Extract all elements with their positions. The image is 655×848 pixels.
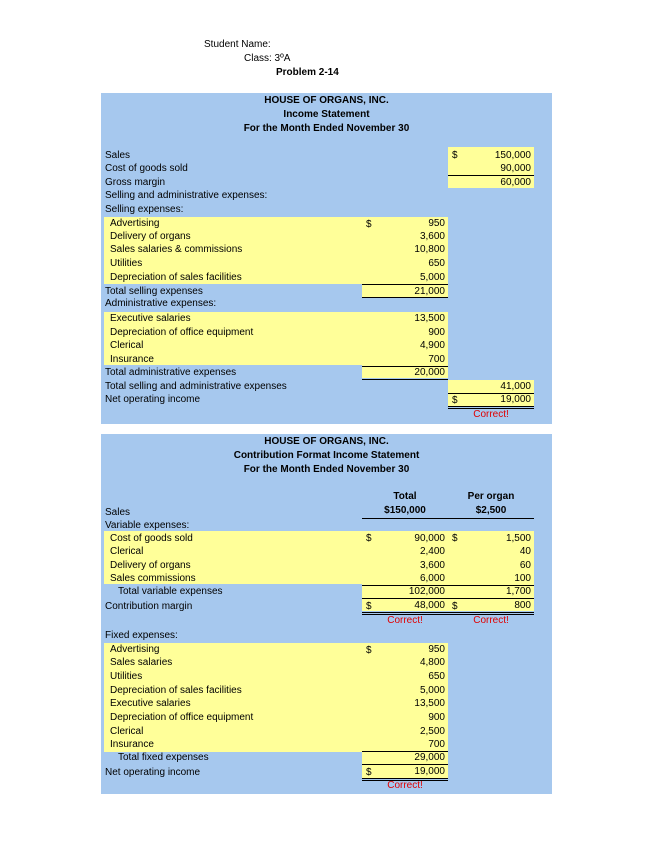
cs-per-correct-indicator: Correct! <box>473 615 509 626</box>
cs-cm-total: 48,000 <box>414 600 445 611</box>
cs-fixed-item-value: 13,500 <box>414 698 445 709</box>
cs-sales-label: Sales <box>105 507 131 518</box>
cs-company: HOUSE OF ORGANS, INC. <box>264 436 389 447</box>
is-selling-heading: Selling expenses: <box>105 204 184 215</box>
is-total-admin-value: 20,000 <box>414 367 445 378</box>
cs-variable-item-label: Sales commissions <box>110 573 196 584</box>
dollar-sign: $ <box>366 645 372 656</box>
problem-title: Problem 2-14 <box>276 67 339 78</box>
cs-variable-item-label: Cost of goods sold <box>110 533 193 544</box>
cs-fixed-item-label: Advertising <box>110 644 160 655</box>
cs-variable-item-per: 1,500 <box>505 533 531 544</box>
cs-cm-per: 800 <box>514 600 531 611</box>
is-title: Income Statement <box>283 109 370 120</box>
is-admin-item-value: 4,900 <box>419 340 445 351</box>
is-selling-item-label: Depreciation of sales facilities <box>110 272 242 283</box>
cs-title: Contribution Format Income Statement <box>233 450 420 461</box>
cs-variable-item-total: 3,600 <box>419 560 445 571</box>
student-name-label: Student Name: <box>204 39 271 50</box>
is-total-sga-label: Total selling and administrative expenses <box>105 381 287 392</box>
cs-total-fixed-label: Total fixed expenses <box>118 752 209 763</box>
is-admin-item-label: Executive salaries <box>110 313 191 324</box>
is-selling-item-label: Delivery of organs <box>110 231 191 242</box>
is-admin-item-label: Insurance <box>110 354 154 365</box>
cs-variable-item-total: 6,000 <box>419 573 445 584</box>
cs-fixed-item-value: 4,800 <box>419 657 445 668</box>
is-sales-value: 150,000 <box>494 150 531 161</box>
is-sga-heading: Selling and administrative expenses: <box>105 190 268 201</box>
cs-total-variable-per: 1,700 <box>505 586 531 597</box>
cs-variable-item-per: 100 <box>514 573 531 584</box>
cs-fixed-item-value: 700 <box>428 739 445 750</box>
is-selling-item-label: Advertising <box>110 218 160 229</box>
is-selling-item-value: 5,000 <box>419 272 445 283</box>
cs-fixed-item-label: Sales salaries <box>110 657 173 668</box>
cs-col-per-header: Per organ <box>467 491 515 502</box>
cs-col-total-header: Total <box>393 491 417 502</box>
is-selling-item-value: 10,800 <box>414 244 445 255</box>
cs-noi-correct-indicator: Correct! <box>387 780 423 791</box>
cs-fixed-item-value: 900 <box>428 712 445 723</box>
cs-fixed-item-label: Insurance <box>110 739 154 750</box>
is-selling-item-value: 650 <box>428 258 445 269</box>
is-cogs-label: Cost of goods sold <box>105 163 188 174</box>
dollar-sign: $ <box>452 395 458 406</box>
cs-col-per-sales: $2,500 <box>475 505 507 516</box>
cs-total-correct-indicator: Correct! <box>387 615 423 626</box>
cs-fixed-item-value: 2,500 <box>419 726 445 737</box>
is-admin-item-value: 13,500 <box>414 313 445 324</box>
is-total-admin-label: Total administrative expenses <box>105 367 237 378</box>
is-correct-indicator: Correct! <box>473 409 509 420</box>
cs-fixed-item-label: Executive salaries <box>110 698 191 709</box>
dollar-sign: $ <box>366 601 372 612</box>
is-admin-item-value: 700 <box>428 354 445 365</box>
cs-variable-heading: Variable expenses: <box>105 520 190 531</box>
cs-fixed-heading: Fixed expenses: <box>105 630 178 641</box>
cs-fixed-item-label: Depreciation of office equipment <box>110 712 254 723</box>
is-admin-item-label: Clerical <box>110 340 144 351</box>
is-admin-heading: Administrative expenses: <box>105 298 217 309</box>
is-admin-item-label: Depreciation of office equipment <box>110 327 254 338</box>
cs-fixed-item-label: Clerical <box>110 726 144 737</box>
dollar-sign: $ <box>452 533 458 544</box>
is-period: For the Month Ended November 30 <box>243 123 410 134</box>
is-admin-item-value: 900 <box>428 327 445 338</box>
is-cogs-value: 90,000 <box>500 163 531 174</box>
cs-fixed-item-value: 950 <box>428 644 445 655</box>
is-selling-item-value: 950 <box>428 218 445 229</box>
cs-variable-item-total: 2,400 <box>419 546 445 557</box>
cs-fixed-item-value: 5,000 <box>419 685 445 696</box>
cs-variable-item-label: Delivery of organs <box>110 560 191 571</box>
cs-fixed-item-label: Depreciation of sales facilities <box>110 685 242 696</box>
dollar-sign: $ <box>452 601 458 612</box>
cs-fixed-item-label: Utilities <box>110 671 143 682</box>
cs-col-total-sales: $150,000 <box>384 505 426 516</box>
cs-variable-item-per: 60 <box>519 560 531 571</box>
cs-variable-item-label: Clerical <box>110 546 144 557</box>
is-total-selling-label: Total selling expenses <box>105 286 203 297</box>
dollar-sign: $ <box>366 533 372 544</box>
cs-noi-label: Net operating income <box>105 767 201 778</box>
is-sales-label: Sales <box>105 150 131 161</box>
is-gross-margin-label: Gross margin <box>105 177 166 188</box>
cs-total-fixed-value: 29,000 <box>414 752 445 763</box>
is-company: HOUSE OF ORGANS, INC. <box>264 95 389 106</box>
is-noi-value: 19,000 <box>500 394 531 405</box>
cs-cm-label: Contribution margin <box>105 601 193 612</box>
is-selling-item-value: 3,600 <box>419 231 445 242</box>
class-label: Class: 3ºA <box>244 53 291 64</box>
cs-variable-item-per: 40 <box>519 546 531 557</box>
is-selling-item-label: Utilities <box>110 258 143 269</box>
cs-total-variable-total: 102,000 <box>408 586 445 597</box>
cs-fixed-item-value: 650 <box>428 671 445 682</box>
cs-total-variable-label: Total variable expenses <box>118 586 223 597</box>
cs-period: For the Month Ended November 30 <box>243 464 410 475</box>
is-noi-label: Net operating income <box>105 394 201 405</box>
dollar-sign: $ <box>366 767 372 778</box>
cs-noi-value: 19,000 <box>414 766 445 777</box>
dollar-sign: $ <box>452 150 458 161</box>
is-gross-margin-value: 60,000 <box>500 177 531 188</box>
cs-variable-item-total: 90,000 <box>414 533 445 544</box>
dollar-sign: $ <box>366 219 372 230</box>
is-total-selling-value: 21,000 <box>414 286 445 297</box>
is-total-sga-value: 41,000 <box>500 381 531 392</box>
is-selling-item-label: Sales salaries & commissions <box>110 244 243 255</box>
